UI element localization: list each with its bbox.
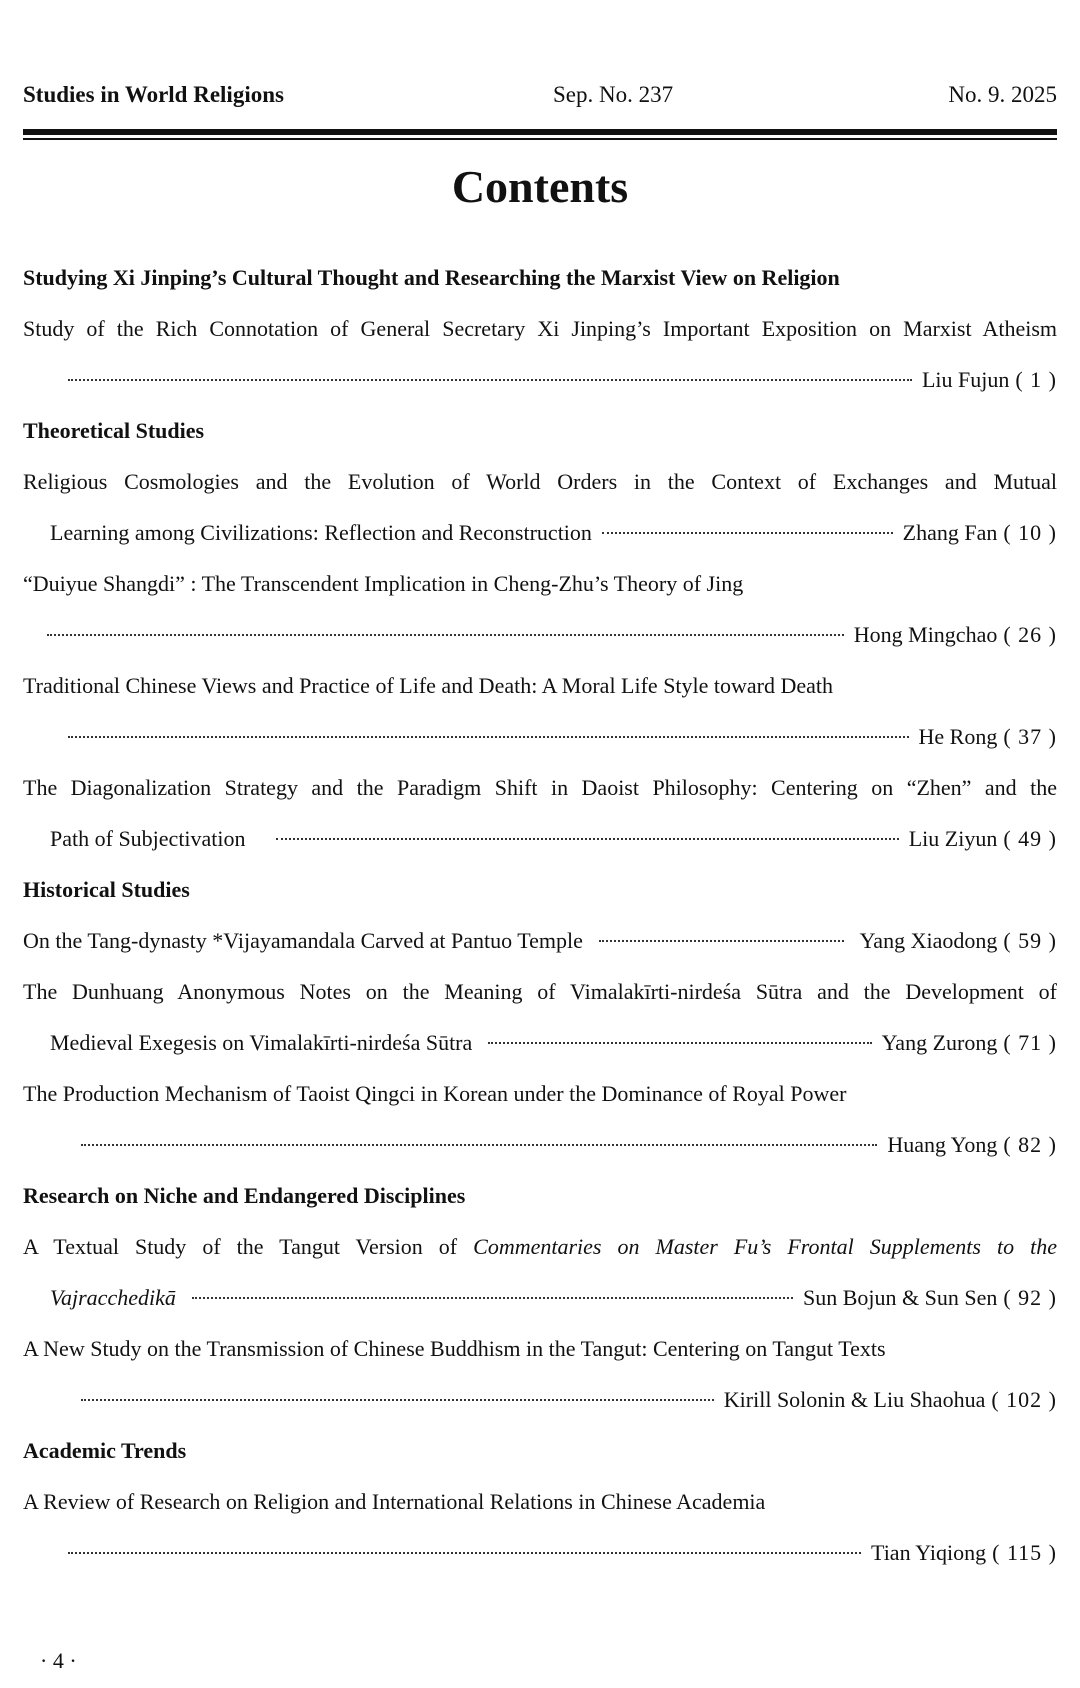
dot-leader [81, 1144, 877, 1146]
toc-entry-leader[interactable] [23, 1374, 1057, 1425]
issue-number: No. 9. 2025 [948, 82, 1057, 107]
toc-page-ref: ( 59 ) [1003, 928, 1057, 953]
toc-author: Huang Yong [887, 1132, 998, 1157]
dot-leader [68, 1552, 861, 1554]
header-thin-rule [23, 138, 1057, 140]
toc-author: Sun Bojun & Sun Sen [802, 1285, 998, 1310]
toc-entry-title[interactable] [23, 1221, 1057, 1272]
journal-name: Studies in World Religions [23, 82, 284, 107]
toc-entry-leader[interactable] [23, 711, 1057, 762]
toc-entry-title-cont: Medieval Exegesis on Vimalakīrti-nirdeśa Sūtra [50, 1030, 473, 1055]
toc-entry-title-prefix: A Textual Study of the Tangut Version of [23, 1234, 458, 1259]
toc-page-ref: ( 115 ) [992, 1540, 1057, 1565]
toc-entry-leader[interactable] [23, 813, 1057, 864]
dot-leader [81, 1399, 714, 1401]
serial-number: Sep. No. 237 [553, 82, 674, 107]
dot-leader [68, 379, 912, 381]
toc-page-ref: ( 1 ) [1015, 367, 1057, 392]
dot-leader [192, 1297, 793, 1299]
section-heading: Studying Xi Jinping’s Cultural Thought and Researching the Marxist View on Religion [23, 265, 840, 290]
toc-entry-title[interactable]: Study of the Rich Connotation of General Secretary Xi Jinping’s Important Exposition on Marxist Atheism [23, 316, 1057, 341]
dot-leader [488, 1042, 871, 1044]
toc-author: Liu Fujun [921, 367, 1010, 392]
header-thick-rule [23, 129, 1057, 135]
toc-author: Tian Yiqiong [871, 1540, 987, 1565]
toc-entry-leader[interactable] [23, 609, 1057, 660]
toc-page-ref: ( 26 ) [1003, 622, 1057, 647]
toc-entry-leader[interactable] [23, 354, 1057, 405]
toc-entry-title[interactable]: The Production Mechanism of Taoist Qingci in Korean under the Dominance of Royal Power [23, 1081, 847, 1106]
toc-entry-title[interactable]: The Diagonalization Strategy and the Paradigm Shift in Daoist Philosophy: Centering on “Zhen” and the [23, 775, 1057, 800]
toc-entry-title[interactable]: A New Study on the Transmission of Chinese Buddhism in the Tangut: Centering on Tangut Texts [23, 1336, 886, 1361]
dot-leader [276, 838, 899, 840]
toc-author: Hong Mingchao [853, 622, 998, 647]
table-of-contents [23, 252, 1057, 1578]
toc-entry-leader[interactable] [23, 1017, 1057, 1068]
toc-entry-title[interactable]: “Duiyue Shangdi” : The Transcendent Implication in Cheng-Zhu’s Theory of Jing [23, 571, 744, 596]
toc-author: He Rong [918, 724, 998, 749]
toc-page-ref: ( 102 ) [991, 1387, 1057, 1412]
toc-entry-title[interactable]: Religious Cosmologies and the Evolution of World Orders in the Context of Exchanges and Mutual [23, 469, 1057, 494]
toc-entry-title-cont: Learning among Civilizations: Reflection and Reconstruction [50, 520, 592, 545]
toc-entry-leader[interactable] [23, 915, 1057, 966]
section-heading: Academic Trends [23, 1438, 187, 1463]
toc-entry-title[interactable]: The Dunhuang Anonymous Notes on the Meaning of Vimalakīrti-nirdeśa Sūtra and the Development of [23, 979, 1057, 1004]
toc-author: Liu Ziyun [908, 826, 998, 851]
toc-entry-title-cont: Path of Subjectivation [50, 826, 246, 851]
toc-author: Yang Zurong [881, 1030, 998, 1055]
toc-page-ref: ( 10 ) [1003, 520, 1057, 545]
toc-entry-title-italic-cont: Vajracchedikā [50, 1285, 176, 1310]
toc-page-ref: ( 49 ) [1003, 826, 1057, 851]
toc-entry-leader[interactable] [23, 1272, 1057, 1323]
dot-leader [602, 532, 893, 534]
toc-entry-title[interactable]: Traditional Chinese Views and Practice of Life and Death: A Moral Life Style toward Death [23, 673, 834, 698]
toc-entry-leader[interactable] [23, 1527, 1057, 1578]
toc-entry-title[interactable]: A Review of Research on Religion and International Relations in Chinese Academia [23, 1489, 766, 1514]
toc-entry-title-italic: Commentaries on Master Fu’s Frontal Supplements to the [473, 1234, 1057, 1259]
dot-leader [599, 940, 844, 942]
toc-author: Yang Xiaodong [859, 928, 998, 953]
running-header [23, 82, 1057, 122]
toc-page-ref: ( 71 ) [1003, 1030, 1057, 1055]
dot-leader [68, 736, 909, 738]
section-heading: Historical Studies [23, 877, 190, 902]
section-heading: Theoretical Studies [23, 418, 205, 443]
toc-author: Zhang Fan [902, 520, 998, 545]
toc-entry-leader[interactable] [23, 507, 1057, 558]
dot-leader [47, 634, 844, 636]
toc-page-ref: ( 37 ) [1003, 724, 1057, 749]
toc-page-ref: ( 92 ) [1003, 1285, 1057, 1310]
section-heading: Research on Niche and Endangered Disciplines [23, 1183, 466, 1208]
page-number: · 4 · [40, 1648, 77, 1673]
toc-entry-leader[interactable] [23, 1119, 1057, 1170]
toc-page-ref: ( 82 ) [1003, 1132, 1057, 1157]
page-title: Contents [451, 161, 629, 212]
toc-author: Kirill Solonin & Liu Shaohua [723, 1387, 986, 1412]
toc-entry-title: On the Tang-dynasty *Vijayamandala Carved at Pantuo Temple [23, 928, 583, 953]
